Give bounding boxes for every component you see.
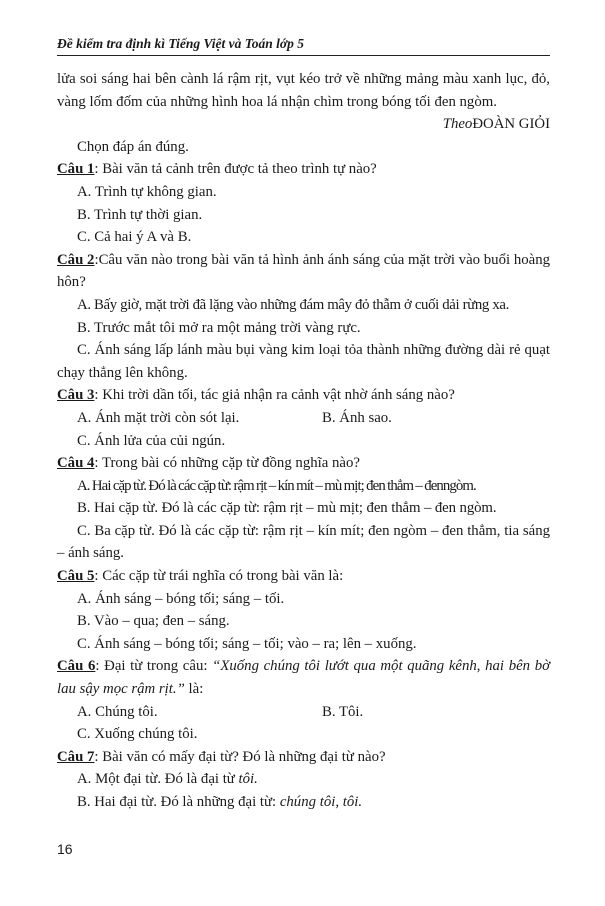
option: B. Vào – qua; đen – sáng. [77,613,230,630]
question-label: Câu 5 [57,568,95,585]
question-text: :Câu văn nào trong bài văn tả hình ảnh ánh sáng của mặt trời vào buổi hoàng hôn? [57,251,550,291]
question-label: Câu 4 [57,455,95,472]
citation-author: ĐOÀN GIỎI [472,116,550,133]
page-header: Đề kiểm tra định kì Tiếng Việt và Toán lớp 5 [57,36,550,56]
question-label: Câu 7 [57,748,95,765]
option [57,768,550,791]
option: A. Ánh sáng – bóng tối; sáng – tối. [77,590,285,607]
question-text: : Trong bài có những cặp từ đồng nghĩa nào? [94,455,360,472]
question-label: Câu 6 [57,658,96,675]
option-italic: chúng tôi, tôi. [279,794,363,810]
page-content [57,68,550,814]
option: A. Hai cặp từ. Đó là các cặp từ: rậm rịt – kín mít – mù mịt; đen thẳm – đenngòm. [77,477,476,494]
option: C. Xuống chúng tôi. [77,726,198,743]
option: C. Ánh sáng lấp lánh màu bụi vàng kim loại tỏa thành những đường dài rẻ quạt chạy thẳng lên không. [57,342,550,381]
passage-text: lửa soi sáng hai bên cành lá rậm rịt, vụt kéo trở về những mảng màu xanh lục, đỏ, vàng lốm đốm của những hình hoa lá nhận chìm trong bóng tối đen ngòm. [57,71,550,110]
question-text: : Bài văn tả cảnh trên được tả theo trình tự nào? [94,161,377,178]
question-label: Câu 1 [57,161,95,178]
option: C. Cả hai ý A và B. [77,229,192,246]
option-text: A. Một đại từ. Đó là đại từ [77,771,239,788]
question-7 [57,746,550,769]
option: C. Ba cặp từ. Đó là các cặp từ: rậm rịt – kín mít; đen ngòm – đen thẳm, tia sáng – ánh sáng. [57,522,550,562]
option: C. Ánh sáng – bóng tối; sáng – tối; vào – ra; lên – xuống. [77,635,417,652]
option-row [57,701,550,724]
question-text: : Bài văn có mấy đại từ? Đó là những đại từ nào? [94,748,386,765]
question-label: Câu 2 [57,251,95,268]
option: B. Trình tự thời gian. [77,206,203,223]
option-row [57,407,550,430]
question-3 [57,384,550,407]
question-label: Câu 3 [57,387,95,404]
option: B. Ánh sao. [322,409,392,426]
option [57,791,550,814]
option: C. Ánh lửa của củi ngún. [77,432,226,449]
page-number: 16 [57,841,73,857]
citation-prefix: Theo [442,116,473,133]
question-text: : Khi trời dần tối, tác giả nhận ra cảnh vật nhờ ánh sáng nào? [94,387,455,404]
option: A. Trình tự không gian. [77,183,217,200]
question-text-suffix: là: [184,681,204,698]
option: B. Tôi. [322,703,364,720]
option: A. Bấy giờ, mặt trời đã lặng vào những đám mây đỏ thẫm ở cuối dải rừng xa. [77,296,509,313]
question-2 [57,249,550,294]
option: B. Hai cặp từ. Đó là các cặp từ: rậm rịt – mù mịt; đen thẳm – đen ngòm. [77,500,497,517]
instruction: Chọn đáp án đúng. [77,138,189,155]
option-text: B. Hai đại từ. Đó là những đại từ: [77,794,280,810]
question-5 [57,565,550,588]
question-6 [57,655,550,700]
option: A. Chúng tôi. [77,703,158,720]
question-text: : Đại từ trong câu: [95,658,213,675]
passage-citation [57,113,550,136]
question-1 [57,158,550,181]
question-4 [57,452,550,475]
option-italic: tôi. [238,771,258,788]
question-text: : Các cặp từ trái nghĩa có trong bài văn là: [94,568,344,585]
option: B. Trước mắt tôi mở ra một mảng trời vàng rực. [77,319,361,336]
question-quote: “Xuống chúng tôi lướt qua một quãng kênh, hai bên bờ lau sậy mọc rậm rịt.” [57,658,550,698]
option: A. Ánh mặt trời còn sót lại. [77,409,240,426]
